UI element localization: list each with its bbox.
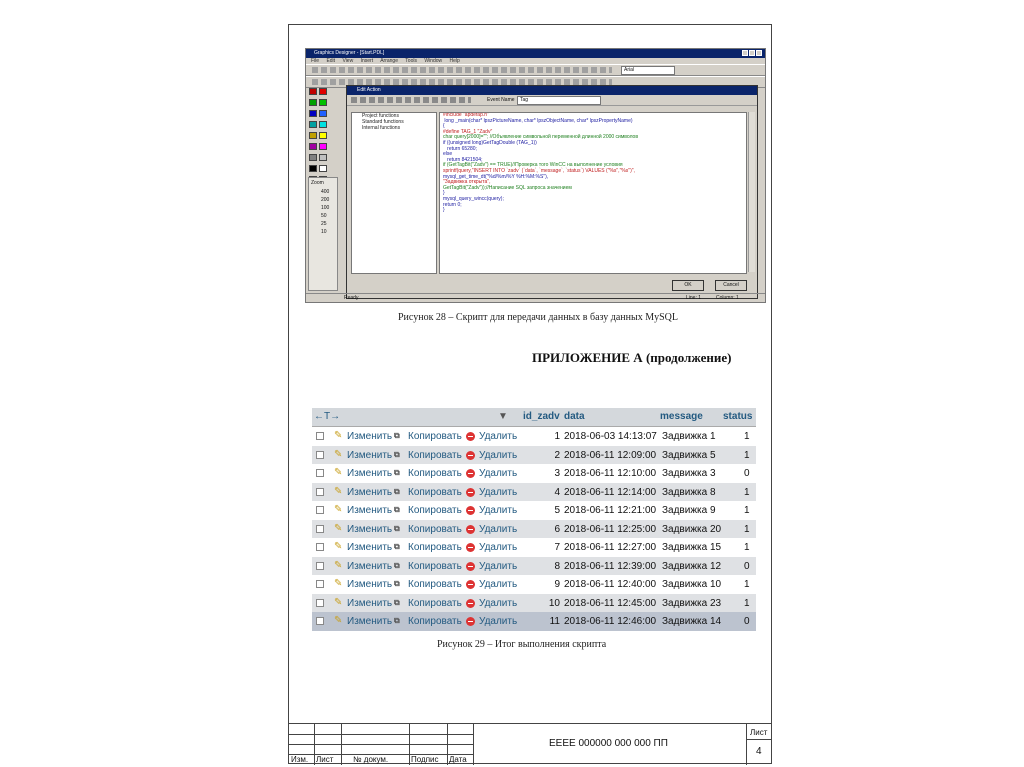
- code-line: if (GetTagBit("Zadv") == TRUE)//Проверка того WinCC на выполнение условия: [443, 162, 623, 169]
- event-name-label: Event Name: [487, 97, 515, 103]
- code-line: if ((unsigned long)GetTagDouble (TAG_1)): [443, 139, 537, 146]
- zoom-values: [309, 188, 337, 236]
- cell-data: 2018-06-11 12:14:00: [564, 486, 657, 498]
- palette-swatch[interactable]: [319, 99, 327, 106]
- palette-swatch[interactable]: [309, 99, 317, 106]
- copy-link[interactable]: Копировать: [408, 431, 462, 442]
- row-checkbox[interactable]: [316, 469, 324, 477]
- copy-icon[interactable]: ⧉: [394, 505, 400, 514]
- sort-arrow-icon[interactable]: ▼: [498, 411, 508, 422]
- zoom-value[interactable]: 50: [321, 213, 327, 219]
- row-checkbox[interactable]: [316, 488, 324, 496]
- pencil-icon[interactable]: ✎: [334, 430, 343, 441]
- ok-button[interactable]: OK: [672, 280, 704, 291]
- pencil-icon[interactable]: ✎: [334, 522, 343, 534]
- palette-swatch[interactable]: [309, 143, 317, 150]
- edit-link[interactable]: Изменить: [347, 560, 393, 572]
- cell-status: 1: [744, 486, 750, 498]
- code-line: #include "apdefap.h": [443, 112, 489, 118]
- nav-arrows[interactable]: ←T→: [314, 411, 341, 422]
- code-line: mysql_get_time_dt("%d/%m/%Y %H:%M:%S"),: [443, 173, 549, 180]
- palette-swatch[interactable]: [319, 132, 327, 139]
- tree-item[interactable]: Internal functions: [362, 125, 401, 131]
- copy-icon[interactable]: ⧉: [394, 431, 400, 440]
- edit-link[interactable]: Изменить: [347, 542, 393, 553]
- cell-message: Задвижка 10: [662, 579, 722, 590]
- code-line: return 65280;: [443, 145, 477, 152]
- code-line: return 0;: [443, 201, 462, 208]
- figure-28-caption: Рисунок 28 – Скрипт для передачи данных в базу данных MySQL: [398, 312, 678, 323]
- zoom-label: Zoom: [311, 180, 324, 186]
- delete-link[interactable]: Удалить: [479, 523, 518, 535]
- palette-swatch[interactable]: [309, 110, 317, 117]
- delete-icon[interactable]: [466, 580, 475, 589]
- table-row: [312, 427, 756, 446]
- column-header-message[interactable]: message: [660, 411, 703, 422]
- font-select: Arial: [621, 66, 675, 75]
- row-checkbox[interactable]: [316, 432, 324, 440]
- delete-link[interactable]: Удалить: [479, 505, 518, 516]
- results-table: [312, 408, 756, 631]
- cell-status: 1: [744, 449, 750, 461]
- copy-icon[interactable]: ⧉: [394, 523, 400, 533]
- stamp-label-list: Лист: [316, 755, 334, 764]
- script-screenshot: [305, 48, 766, 303]
- tree-item[interactable]: Standard functions: [362, 119, 404, 125]
- cell-data: 2018-06-11 12:09:00: [564, 449, 657, 461]
- palette-swatch[interactable]: [309, 165, 317, 172]
- delete-link[interactable]: Удалить: [479, 579, 518, 590]
- table-row: [312, 538, 756, 557]
- code-editor[interactable]: [439, 112, 747, 274]
- code-line: sprintf(query,"INSERT INTO `zadv` (`data`, `message`, `status`) VALUES ("%s","%s")",: [443, 167, 635, 174]
- cell-data: 2018-06-11 12:27:00: [564, 542, 657, 553]
- cell-status: 1: [744, 542, 750, 553]
- cell-id: 1: [554, 431, 560, 442]
- copy-link[interactable]: Копировать: [408, 486, 462, 498]
- delete-link[interactable]: Удалить: [479, 542, 518, 553]
- palette-swatch[interactable]: [309, 88, 317, 95]
- palette-swatch[interactable]: [309, 132, 317, 139]
- table-row: [312, 446, 756, 465]
- pencil-icon[interactable]: ✎: [334, 541, 343, 552]
- delete-icon[interactable]: [466, 525, 475, 534]
- status-ready: Ready: [344, 295, 359, 301]
- cell-message: Задвижка 20: [662, 523, 722, 535]
- palette-swatch[interactable]: [319, 110, 327, 117]
- delete-link[interactable]: Удалить: [479, 616, 518, 627]
- zoom-value[interactable]: 100: [321, 205, 330, 211]
- cell-status: 1: [744, 505, 750, 516]
- edit-link[interactable]: Изменить: [347, 449, 393, 461]
- cell-data: 2018-06-11 12:46:00: [564, 616, 657, 627]
- function-tree: [351, 112, 437, 274]
- row-checkbox[interactable]: [316, 599, 324, 607]
- cell-id: 2: [554, 449, 560, 461]
- delete-icon[interactable]: [466, 599, 475, 608]
- row-checkbox[interactable]: [316, 525, 324, 533]
- delete-icon[interactable]: [466, 469, 475, 478]
- edit-link[interactable]: Изменить: [347, 486, 393, 498]
- copy-link[interactable]: Копировать: [408, 468, 462, 479]
- row-checkbox[interactable]: [316, 543, 324, 551]
- cell-data: 2018-06-11 12:39:00: [564, 560, 657, 572]
- delete-icon[interactable]: [466, 543, 475, 552]
- code-line: else: [443, 151, 453, 158]
- copy-link[interactable]: Копировать: [408, 505, 462, 516]
- delete-icon[interactable]: [466, 432, 475, 441]
- code-line: long _main(char* lpszPictureName, char* lpszObjectName, char* lpszPropertyName): [443, 117, 633, 124]
- row-checkbox[interactable]: [316, 580, 324, 588]
- code-line: GetTagBit("Zadv"));//Написание SQL запроса значением: [443, 184, 572, 191]
- delete-icon[interactable]: [466, 506, 475, 515]
- palette-swatch[interactable]: [319, 165, 327, 172]
- copy-icon[interactable]: ⧉: [394, 616, 400, 625]
- cell-data: 2018-06-11 12:21:00: [564, 505, 657, 516]
- edit-link[interactable]: Изменить: [347, 523, 393, 535]
- title-block: [289, 723, 771, 765]
- table-row: [312, 483, 756, 502]
- zoom-value[interactable]: 25: [321, 221, 327, 227]
- cell-id: 4: [554, 486, 560, 498]
- results-header: [312, 408, 756, 427]
- delete-link[interactable]: Удалить: [479, 449, 518, 461]
- edit-link[interactable]: Изменить: [347, 468, 393, 479]
- copy-icon[interactable]: ⧉: [394, 579, 400, 588]
- appendix-heading: ПРИЛОЖЕНИЕ А (продолжение): [532, 350, 732, 365]
- delete-icon[interactable]: [466, 562, 475, 571]
- table-row: [312, 520, 756, 539]
- pencil-icon[interactable]: ✎: [334, 485, 343, 497]
- cell-message: Задвижка 15: [662, 542, 722, 553]
- copy-icon[interactable]: ⧉: [394, 468, 400, 477]
- cell-status: 0: [744, 616, 750, 627]
- copy-link[interactable]: Копировать: [408, 449, 462, 461]
- zoom-value[interactable]: 10: [321, 229, 327, 235]
- delete-icon[interactable]: [466, 488, 475, 497]
- code-line: char query[2000]=""; //Объявление символьной переменной длинной 2000 символов: [443, 134, 638, 141]
- cell-message: Задвижка 14: [662, 616, 722, 627]
- cell-status: 1: [744, 597, 750, 609]
- cell-status: 0: [744, 560, 750, 572]
- row-checkbox[interactable]: [316, 562, 324, 570]
- palette-swatch[interactable]: [309, 121, 317, 128]
- code-line: }: [443, 207, 445, 214]
- code-line: #define TAG_1 "Zadv": [443, 128, 493, 135]
- palette-swatch[interactable]: [319, 88, 327, 95]
- zoom-value[interactable]: 400: [321, 189, 330, 195]
- palette-swatch[interactable]: [319, 121, 327, 128]
- copy-icon[interactable]: ⧉: [394, 449, 400, 459]
- edit-link[interactable]: Изменить: [347, 431, 393, 442]
- pencil-icon[interactable]: ✎: [334, 578, 343, 589]
- code-line: }: [443, 190, 445, 197]
- column-header-data[interactable]: data: [564, 411, 585, 422]
- row-checkbox[interactable]: [316, 617, 324, 625]
- figure-29-caption: Рисунок 29 – Итог выполнения скрипта: [437, 639, 607, 650]
- cell-id: 7: [554, 542, 560, 553]
- cell-status: 1: [744, 523, 750, 535]
- status-column: Column: 1: [716, 295, 739, 301]
- row-checkbox[interactable]: [316, 506, 324, 514]
- doc-code: ЕЕЕЕ 000000 000 000 ПП: [549, 738, 668, 749]
- cell-id: 3: [554, 468, 560, 479]
- code-line: "Задвижка открыта",: [443, 179, 491, 186]
- delete-link[interactable]: Удалить: [479, 560, 518, 572]
- stamp-label-izm: Изм.: [291, 755, 309, 764]
- cell-message: Задвижка 8: [662, 486, 716, 498]
- delete-icon[interactable]: [466, 617, 475, 626]
- copy-link[interactable]: Копировать: [408, 542, 462, 553]
- table-row: [312, 501, 756, 520]
- cell-message: Задвижка 23: [662, 597, 722, 609]
- column-header-id[interactable]: id_zadv: [523, 411, 560, 422]
- pencil-icon[interactable]: ✎: [334, 448, 343, 460]
- delete-link[interactable]: Удалить: [479, 486, 518, 498]
- code-line: return 8421504;: [443, 156, 483, 163]
- stamp-label-doc: № докум.: [353, 755, 389, 764]
- delete-link[interactable]: Удалить: [479, 468, 518, 479]
- copy-link[interactable]: Копировать: [408, 523, 462, 535]
- designer-menu-bar: File Edit View Insert Arrange Tools Window Help: [311, 58, 460, 64]
- cell-message: Задвижка 3: [662, 468, 716, 479]
- delete-link[interactable]: Удалить: [479, 597, 518, 609]
- cell-data: 2018-06-11 12:40:00: [564, 579, 657, 590]
- pencil-icon[interactable]: ✎: [334, 559, 343, 571]
- cell-data: 2018-06-11 12:25:00: [564, 523, 657, 535]
- copy-icon[interactable]: ⧉: [394, 486, 400, 496]
- copy-link[interactable]: Копировать: [408, 597, 462, 609]
- cell-status: 1: [744, 579, 750, 590]
- cell-id: 6: [554, 523, 560, 535]
- copy-link[interactable]: Копировать: [408, 579, 462, 590]
- copy-link[interactable]: Копировать: [408, 560, 462, 572]
- cell-message: Задвижка 1: [662, 431, 716, 442]
- cell-data: 2018-06-11 12:10:00: [564, 468, 657, 479]
- dialog-title: Edit Action: [347, 86, 757, 95]
- table-row: [312, 464, 756, 483]
- color-palette: [308, 87, 336, 186]
- palette-swatch[interactable]: [319, 154, 327, 161]
- edit-link[interactable]: Изменить: [347, 579, 393, 590]
- cell-message: Задвижка 5: [662, 449, 716, 461]
- cell-id: 5: [554, 505, 560, 516]
- edit-link[interactable]: Изменить: [347, 616, 393, 627]
- code-line: {: [443, 123, 445, 130]
- copy-icon[interactable]: ⧉: [394, 542, 400, 551]
- delete-link[interactable]: Удалить: [479, 431, 518, 442]
- cell-message: Задвижка 12: [662, 560, 722, 572]
- dialog-toolbar: [347, 95, 757, 106]
- designer-toolbar: [306, 64, 765, 76]
- pencil-icon[interactable]: ✎: [334, 615, 343, 626]
- table-row: [312, 557, 756, 576]
- edit-link[interactable]: Изменить: [347, 505, 393, 516]
- cell-id: 9: [554, 579, 560, 590]
- results-rows: [312, 427, 756, 631]
- column-header-status[interactable]: status: [723, 411, 753, 422]
- palette-swatch[interactable]: [319, 143, 327, 150]
- row-checkbox[interactable]: [316, 451, 324, 459]
- palette-swatch[interactable]: [309, 154, 317, 161]
- window-controls: [742, 50, 762, 56]
- tree-item[interactable]: Project functions: [362, 113, 399, 119]
- pencil-icon[interactable]: ✎: [334, 504, 343, 515]
- status-line: Line: 1: [686, 295, 702, 301]
- designer-status-bar: [306, 293, 765, 302]
- zoom-value[interactable]: 200: [321, 197, 330, 203]
- cell-data: 2018-06-11 12:45:00: [564, 597, 657, 609]
- cell-id: 8: [554, 560, 560, 572]
- stamp-label-sign: Подпис: [411, 755, 439, 764]
- pencil-icon[interactable]: ✎: [334, 467, 343, 478]
- sheet-number: 4: [756, 746, 762, 757]
- zoom-panel: [308, 177, 338, 291]
- table-row: [312, 594, 756, 613]
- cell-message: Задвижка 9: [662, 505, 716, 516]
- event-name-field[interactable]: Tag: [517, 96, 601, 105]
- copy-icon[interactable]: ⧉: [394, 560, 400, 570]
- table-row: [312, 575, 756, 594]
- designer-title-bar: Graphics Designer - [Start.PDL]: [306, 49, 765, 58]
- cell-id: 10: [548, 597, 560, 609]
- delete-icon[interactable]: [466, 451, 475, 460]
- cell-id: 11: [549, 616, 560, 627]
- cell-data: 2018-06-03 14:13:07: [564, 431, 657, 442]
- cell-status: 1: [744, 431, 750, 442]
- edit-action-dialog: [346, 85, 758, 299]
- code-line: mysql_query_wincc(query);: [443, 195, 504, 202]
- edit-link[interactable]: Изменить: [347, 597, 393, 609]
- copy-link[interactable]: Копировать: [408, 616, 462, 627]
- sheet-label: Лист: [750, 728, 768, 737]
- pencil-icon[interactable]: ✎: [334, 596, 343, 608]
- cell-status: 0: [744, 468, 750, 479]
- cancel-button[interactable]: Cancel: [715, 280, 747, 291]
- stamp-label-date: Дата: [449, 755, 467, 764]
- code-scrollbar[interactable]: [748, 112, 755, 272]
- copy-icon[interactable]: ⧉: [394, 597, 400, 607]
- table-row: [312, 612, 756, 631]
